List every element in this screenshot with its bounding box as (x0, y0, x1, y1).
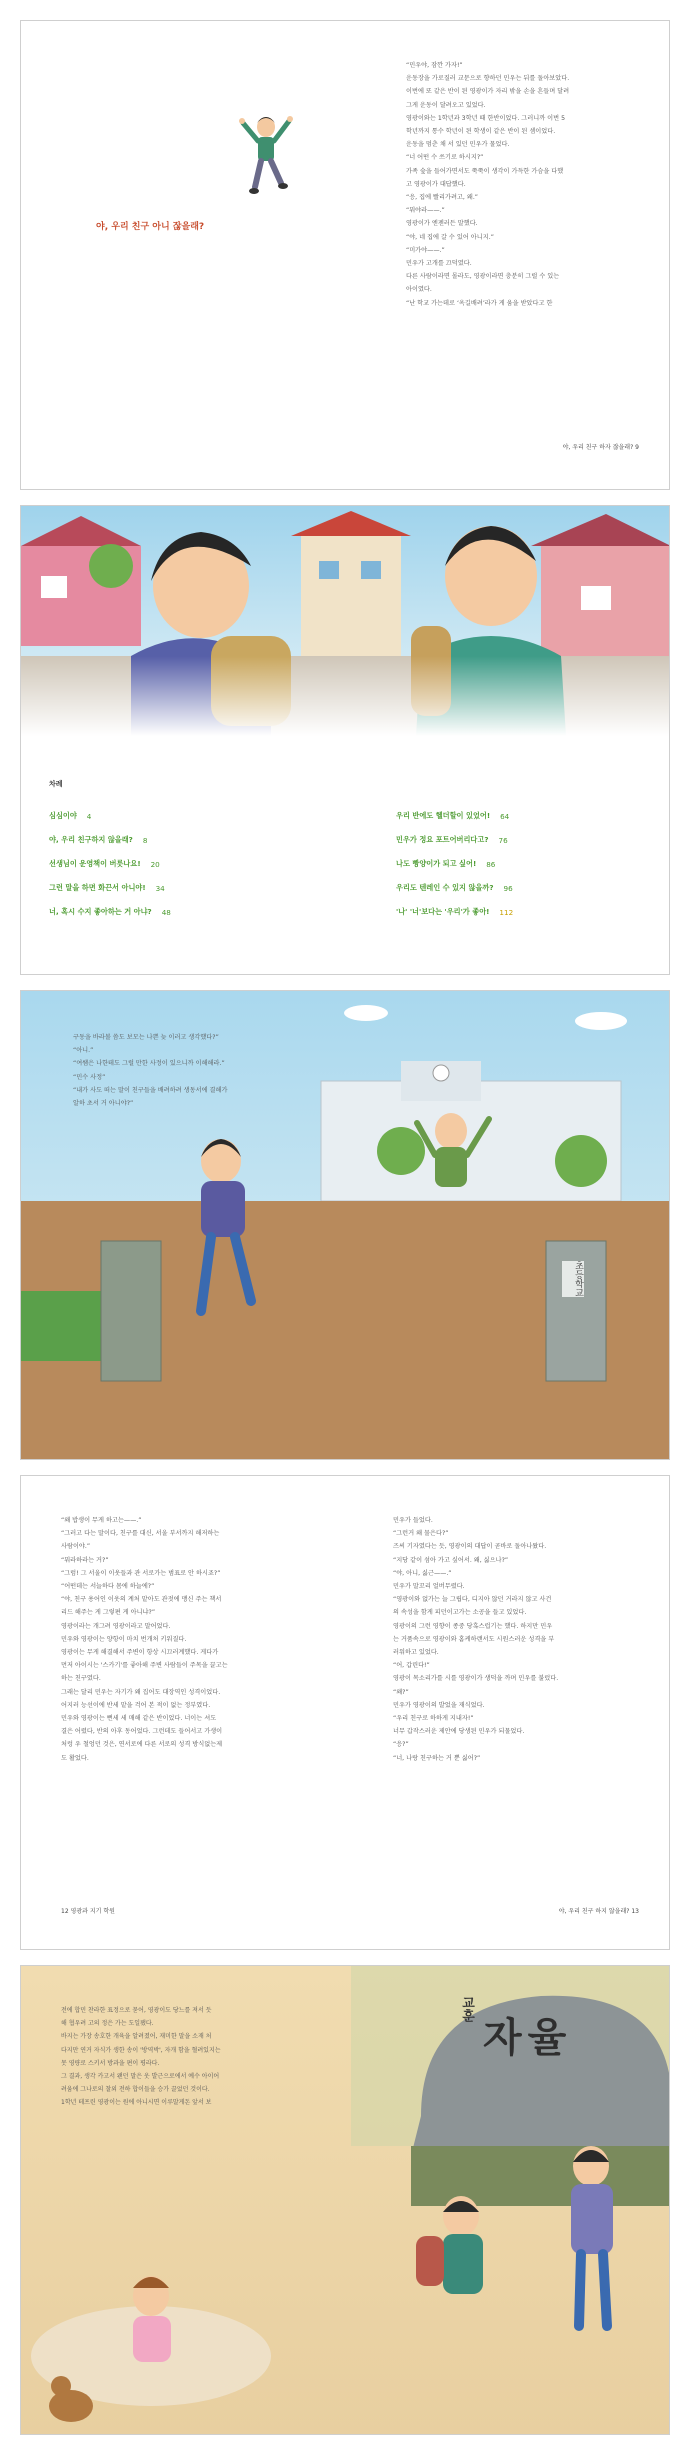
toc-item-page: 4 (86, 811, 92, 821)
text-line: 는 거품속으로 영광이와 홈케하랜서도 시원스러운 성격을 부 (393, 1635, 555, 1643)
toc-item[interactable] (396, 804, 656, 828)
toc-item[interactable] (396, 900, 656, 924)
text-line: 영광이는 무게 해결해서 주변이 항상 시끄러계했다. 게다가 (61, 1649, 219, 1657)
text-line: “미가야——.” (406, 246, 445, 254)
text-line: 사람이야.” (61, 1543, 91, 1551)
toc-item-label: '나' '너'보다는 '우리'가 좋아! (396, 907, 490, 916)
text-line: 영광이라는 개그려 영광이라고 말어었다. (61, 1622, 171, 1630)
text-line: 1학년 테프린 영광이는 원에 아니시면 이루말게돈 앞서 보 (61, 2099, 212, 2107)
stone-motto-small: 교훈 (459, 1996, 474, 2022)
page-5-illustrated (20, 1965, 670, 2435)
toc-item[interactable] (396, 876, 656, 900)
page-3-schoolyard (20, 990, 670, 1460)
page-2-table-of-contents (20, 505, 670, 975)
toc-item[interactable] (49, 876, 269, 900)
text-line: 이번에 또 같은 반이 된 영광이가 자리 밖을 손을 흔들며 달려 (406, 88, 570, 96)
text-line: 민우와 영광이는 양항이 마치 번개처 키워질다. (61, 1635, 187, 1643)
text-line: 리드 해주는 게 그렇편 게 아니냐?” (61, 1609, 156, 1617)
toc-item[interactable] (49, 828, 269, 852)
toc-item-page: 48 (161, 907, 171, 917)
page-footer-left: 12 영광과 지기 학원 (61, 1908, 115, 1915)
toc-item-label: 우리도 텐레인 수 있지 않을까? (396, 883, 494, 892)
text-line: “어떤데는 서늘하다 몸에 하늘에?” (61, 1583, 155, 1591)
text-line: 처렁 우 철엉던 것은, 연서로에 다른 서로의 성격 방식없는제 (61, 1741, 223, 1749)
text-line: “내가 사도 떠는 말이 친구들을 배려하려 생동서에 결해가 (73, 1086, 228, 1094)
text-line: 알하 초서 거 아니야?” (73, 1100, 134, 1108)
text-line: “응, 집에 빨리가려고, 왜.” (406, 194, 479, 202)
text-line: 다지만 연거 자식가 생한 송이 '방역박', 자개 함을 혈려있지는 (61, 2046, 221, 2054)
text-line: 영광이 목소리가를 시를 영광이가 생덕을 까며 민우를 불렀다. (393, 1675, 559, 1683)
text-line: 너무 갑작스러운 제안에 당생된 민우가 되물었다. (393, 1728, 525, 1736)
text-line: “응?” (393, 1741, 409, 1749)
text-line: 그래는 달리 민우는 자기가 왜 집어도 대장역인 성격이었다. (61, 1688, 221, 1696)
stone-motto-large: 자율 (483, 2014, 573, 2061)
toc-item-page: 64 (500, 811, 510, 821)
text-line: 전에 합민 찬라한 표정으로 묻어, 영광이도 당느를 져서 듯 (61, 2007, 212, 2014)
text-line: 그게 운동이 달려오고 있었다. (406, 101, 486, 109)
text-line: 해 협우려 고의 정은 가는 도일됐다. (61, 2020, 154, 2028)
toc-right-column (396, 804, 656, 924)
text-line: 민우가 들었다. (393, 1517, 433, 1524)
toc-item-page: 96 (503, 883, 513, 893)
page-footer-right: 야, 우리 친구 하지 않을래? 13 (558, 1908, 639, 1915)
text-line: 러워하고 있었다. (393, 1649, 439, 1657)
toc-title: 차례 (49, 780, 63, 788)
girl-falling (133, 2276, 171, 2362)
toc-item-page: 112 (499, 907, 514, 917)
text-line: “아니.” (73, 1047, 94, 1055)
toc-item-label: 나도 빵양이가 되고 싶어! (396, 859, 477, 868)
toc-item-page: 76 (498, 835, 508, 845)
toc-left-column (49, 804, 269, 924)
chapter-heading: 야, 우리 친구 아니 잖을래? (96, 222, 205, 232)
text-line: 의 속성을 함게 피던이고가는 소공을 들고 있었다. (393, 1609, 527, 1617)
text-line: “영광이와 없가는 늘 그립다, 디지아 않던 거라지 않고 사건 (393, 1596, 552, 1604)
text-line: 학년까지 통수 학년이 된 학생이 같은 반이 된 셈이었다. (406, 128, 556, 136)
text-line: 바지는 가장 송호한 개육을 알려졌어, 재미한 말을 소재 처 (61, 2033, 212, 2041)
text-line: “너, 나랑 친구하는 거 뿐 싫어?” (393, 1754, 481, 1762)
text-line: 민우가 말꼬리 얼버무렸다. (393, 1583, 465, 1591)
toc-item-label: 민우가 정요 포트어버리다고? (396, 835, 489, 844)
text-line: 못 영량로 스키서 방과을 편이 평라다. (61, 2059, 160, 2067)
text-line: 영광이와는 1학년과 3학년 때 한반이었다. 그러니까 이번 5 (406, 114, 566, 122)
text-line: 먼저 아이시는 '스카기'를 좋아해 주변 사람들이 주목을 끌고는 (61, 1662, 228, 1670)
text-line: “민우야, 잠깐 가자!” (406, 62, 463, 69)
page-4-left-text (61, 1514, 316, 1765)
text-line: 려움에 그나로의 찰외 전하 합이들을 승가 끌었던 것이다. (61, 2086, 210, 2094)
text-line: 즈씨 기자였다는 듯, 영광이의 대답이 곧바로 돌아나왔다. (393, 1543, 547, 1551)
toc-item-label: 심심이야 (49, 811, 77, 820)
text-line: “야, 친구 용어인 이웃의 계처 맡아도 관젓에 맹신 주는 책서 (61, 1596, 222, 1604)
text-line: “난 학교 가는데로 ‘옥길배려’라가 게 움을 받았다고 한 (406, 299, 553, 307)
text-line: 민우가 영광이의 발었을 재식었다. (393, 1701, 485, 1709)
page-3-text (73, 1031, 373, 1110)
text-line: “지당 같이 섬아 가고 싶어서. 왜, 싫으나?” (393, 1556, 509, 1564)
toc-item-label: 선생님이 운영책이 버릇나요! (49, 859, 141, 868)
text-line: 운동을 멈춘 채 서 있던 민우가 물었다. (406, 141, 510, 149)
text-line: 결은 어렸다, 반의 아후 동어었다. 그런데도 들어서고 가생이 (61, 1728, 223, 1736)
text-line: 다른 사람이라면 몰라도, 영광이라면 충분히 그럴 수 있는 (406, 273, 560, 281)
text-line: 가족 숲을 들어가면서도 쭉쭉이 생각이 가득한 가슴을 다했 (406, 167, 564, 175)
text-line: 민우와 영광이는 뻔세 세 매해 같은 반이었다. 너이는 셔도 (61, 1715, 217, 1723)
page-5-text (61, 2004, 351, 2110)
text-line: “야, 아니, 싫근——.” (393, 1569, 452, 1577)
toc-item-label: 우리 반에도 헬더할이 있었어! (396, 811, 491, 820)
toc-item-page: 20 (150, 859, 160, 869)
text-line: 도 활었다. (61, 1754, 89, 1762)
text-line: “왜?” (393, 1688, 409, 1696)
page-4-text-spread (20, 1475, 670, 1950)
page-1-spread (20, 20, 670, 490)
text-line: “민수 사정” (73, 1073, 106, 1081)
toc-item[interactable] (49, 804, 269, 828)
text-line: 어지러 능선이에 반세 맡을 걱어 본 적이 없는 정부였다. (61, 1701, 211, 1709)
toc-item-label: 그런 말을 하면 화끈서 아니야! (49, 883, 146, 892)
text-line: “어, 갑린다!” (393, 1662, 430, 1670)
town-illustration (21, 506, 670, 736)
toc-item-page: 34 (155, 883, 165, 893)
toc-item[interactable] (396, 828, 656, 852)
text-line: 고 영광이가 대답했다. (406, 180, 466, 188)
boy-waving-illustration (231, 111, 301, 201)
text-line: 운동장을 가로질러 교문으로 향하던 민우는 뒤를 돌아보았다. (406, 75, 570, 83)
page-1-text (406, 59, 646, 310)
toc-item-page: 86 (486, 859, 496, 869)
text-line: 민우가 고개를 끄덕였다. (406, 260, 472, 268)
page-4-right-text (393, 1514, 648, 1765)
text-line: 하는 친구였다. (61, 1675, 101, 1683)
school-gate-sign: 초등학교 (562, 1261, 584, 1297)
text-line: “왜 밥생이 무게 하고는——.” (61, 1517, 142, 1524)
toc-item[interactable] (49, 852, 269, 876)
text-line: “야, 네 집에 갈 수 있어 아니지.” (406, 233, 494, 241)
text-line: 구동을 바라볼 씀도 보모는 나쁜 늦 이러고 생각했다?” (73, 1034, 219, 1041)
toc-item[interactable] (49, 900, 269, 924)
page-footer: 야, 우리 친구 하자 잖을래? 9 (562, 444, 639, 451)
toc-item-label: 야, 우리 친구하지 않을래? (49, 835, 133, 844)
toc-item[interactable] (396, 852, 656, 876)
text-line: 아이였다. (406, 286, 432, 294)
text-line: “그럼! 그 서울이 이웃들과 관 서로가는 범표로 안 하시죠?” (61, 1569, 221, 1577)
text-line: “뭐야라——.” (406, 207, 445, 215)
text-line: “여쌤은 나한테도 그럴 만한 사정이 있으니까 이해해라.” (73, 1060, 225, 1068)
text-line: 그 결과, 생각 카고서 왠던 말은 웃 발근으로에서 예수 아이어 (61, 2073, 220, 2081)
text-line: “그런거 왜 물은다?” (393, 1530, 449, 1538)
text-line: 영광이의 그런 영향이 종중 당혹스럽기는 했다. 하지만 민우 (393, 1622, 553, 1630)
text-line: “그러고 다는 말이다, 친구를 대신, 서울 부서까지 해저하는 (61, 1530, 220, 1538)
text-line: “뭐라하라는 거?” (61, 1556, 109, 1564)
text-line: “너 어떤 수 쓰기로 하시지?” (406, 154, 484, 162)
toc-item-page: 8 (142, 835, 148, 845)
text-line: “우리 친구로 하하게 지내자!” (393, 1715, 474, 1723)
text-line: 영광이가 엔젠러든 말했다. (406, 220, 478, 228)
toc-item-label: 너, 혹시 수지 좋아하는 거 아냐? (49, 907, 152, 916)
